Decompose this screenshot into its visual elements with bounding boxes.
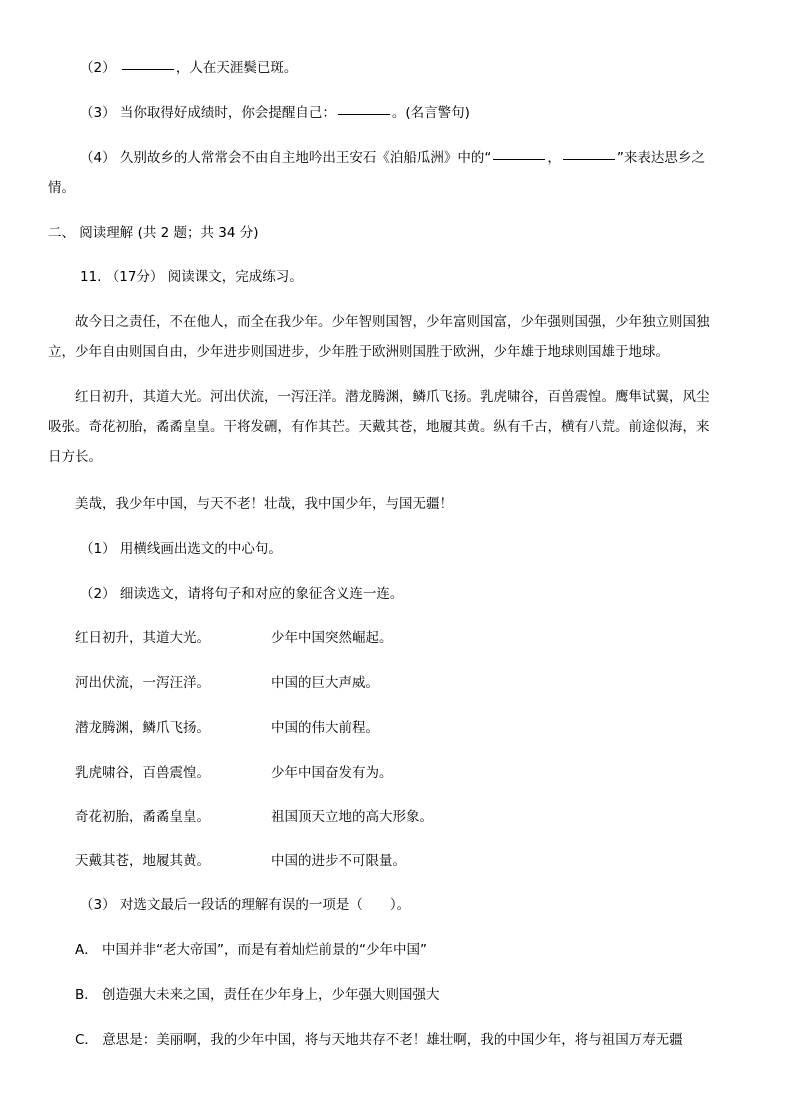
match-left-item[interactable]: 乳虎啸谷，百兽震惶。: [75, 765, 210, 781]
q3-text: 当你取得好成绩时，你会提醒自己：: [119, 105, 336, 121]
match-left-item[interactable]: 奇花初胎，矞矞皇皇。: [75, 809, 210, 825]
match-row: [75, 761, 210, 781]
answer-blank[interactable]: [122, 68, 174, 70]
question-11-header: 11. （17分） 阅读课文，完成练习。: [80, 269, 303, 285]
match-right-item[interactable]: 少年中国奋发有为。: [271, 765, 393, 781]
q3-number: （3）: [80, 105, 116, 121]
fill-in-q4: [80, 146, 705, 166]
match-row: [75, 805, 210, 825]
passage-para2-line2: 吸张。奇花初胎，矞矞皇皇。干将发硎，有作其芒。天戴其苍，地履其黄。纵有千古，横有八荒。前途似海，来: [48, 419, 710, 435]
section-heading: 二、 阅读理解 (共 2 题；共 34 分): [48, 225, 259, 241]
passage-para2-line1: 红日初升，其道大光。河出伏流，一泻汪洋。潜龙腾渊，鳞爪飞扬。乳虎啸谷，百兽震惶。鹰隼试翼，风尘: [75, 389, 710, 405]
match-row: [75, 626, 210, 646]
passage-para1-line1: 故今日之责任，不在他人，而全在我少年。少年智则国智，少年富则国富，少年强则国强，少年独立则国独: [75, 314, 710, 330]
match-right-item[interactable]: 少年中国突然崛起。: [271, 630, 393, 646]
match-right-item[interactable]: 祖国顶天立地的高大形象。: [271, 809, 433, 825]
match-left-item[interactable]: 红日初升，其道大光。: [75, 630, 210, 646]
match-left-item[interactable]: 潜龙腾渊，鳞爪飞扬。: [75, 720, 210, 736]
option-c[interactable]: C． 意思是：美丽啊，我的少年中国，将与天地共存不老！雄壮啊，我的中国少年，将与祖国万寿无疆: [75, 1032, 683, 1048]
q4-text-c: ”来表达思乡之: [616, 150, 705, 166]
q4-text-a: 久别故乡的人常常会不由自主地吟出王安石《泊船瓜洲》中的“: [119, 150, 492, 166]
match-right-item[interactable]: 中国的巨大声威。: [271, 675, 379, 691]
option-b[interactable]: B． 创造强大未来之国，责任在少年身上，少年强大则国强大: [75, 987, 440, 1003]
passage-para3: 美哉，我少年中国，与天不老！壮哉，我中国少年，与国无疆！: [75, 496, 453, 512]
fill-in-q2: [80, 56, 297, 76]
sub-question-2: （2） 细读选文，请将句子和对应的象征含义连一连。: [80, 586, 404, 602]
match-row: [75, 849, 210, 869]
match-row: [75, 671, 210, 691]
fill-in-q3: [80, 101, 470, 121]
passage-para2-line3: 日方长。: [48, 449, 102, 465]
q4-text-b: ，: [547, 150, 561, 166]
q2-text: ，人在天涯鬓已斑。: [175, 60, 298, 76]
match-row: [75, 716, 210, 736]
match-right-item[interactable]: 中国的伟大前程。: [271, 720, 379, 736]
match-left-item[interactable]: 河出伏流，一泻汪洋。: [75, 675, 210, 691]
q4-number: （4）: [80, 150, 116, 166]
answer-blank[interactable]: [493, 158, 545, 160]
sub-question-1: （1） 用横线画出选文的中心句。: [80, 541, 282, 557]
answer-blank[interactable]: [563, 158, 615, 160]
match-left-item[interactable]: 天戴其苍，地履其黄。: [75, 853, 210, 869]
q3-tail: 。(名言警句): [391, 105, 470, 121]
sub-question-3: （3） 对选文最后一段话的理解有误的一项是（ ）。: [80, 897, 411, 913]
answer-blank[interactable]: [338, 113, 390, 115]
option-a[interactable]: A． 中国并非“老大帝国”，而是有着灿烂前景的“少年中国”: [75, 942, 428, 958]
q2-number: （2）: [80, 60, 116, 76]
match-right-item[interactable]: 中国的进步不可限量。: [271, 853, 406, 869]
passage-para1-line2: 立，少年自由则国自由，少年进步则国进步，少年胜于欧洲则国胜于欧洲，少年雄于地球则国雄于地球。: [48, 344, 669, 360]
q4-text-d: 情。: [48, 180, 75, 196]
